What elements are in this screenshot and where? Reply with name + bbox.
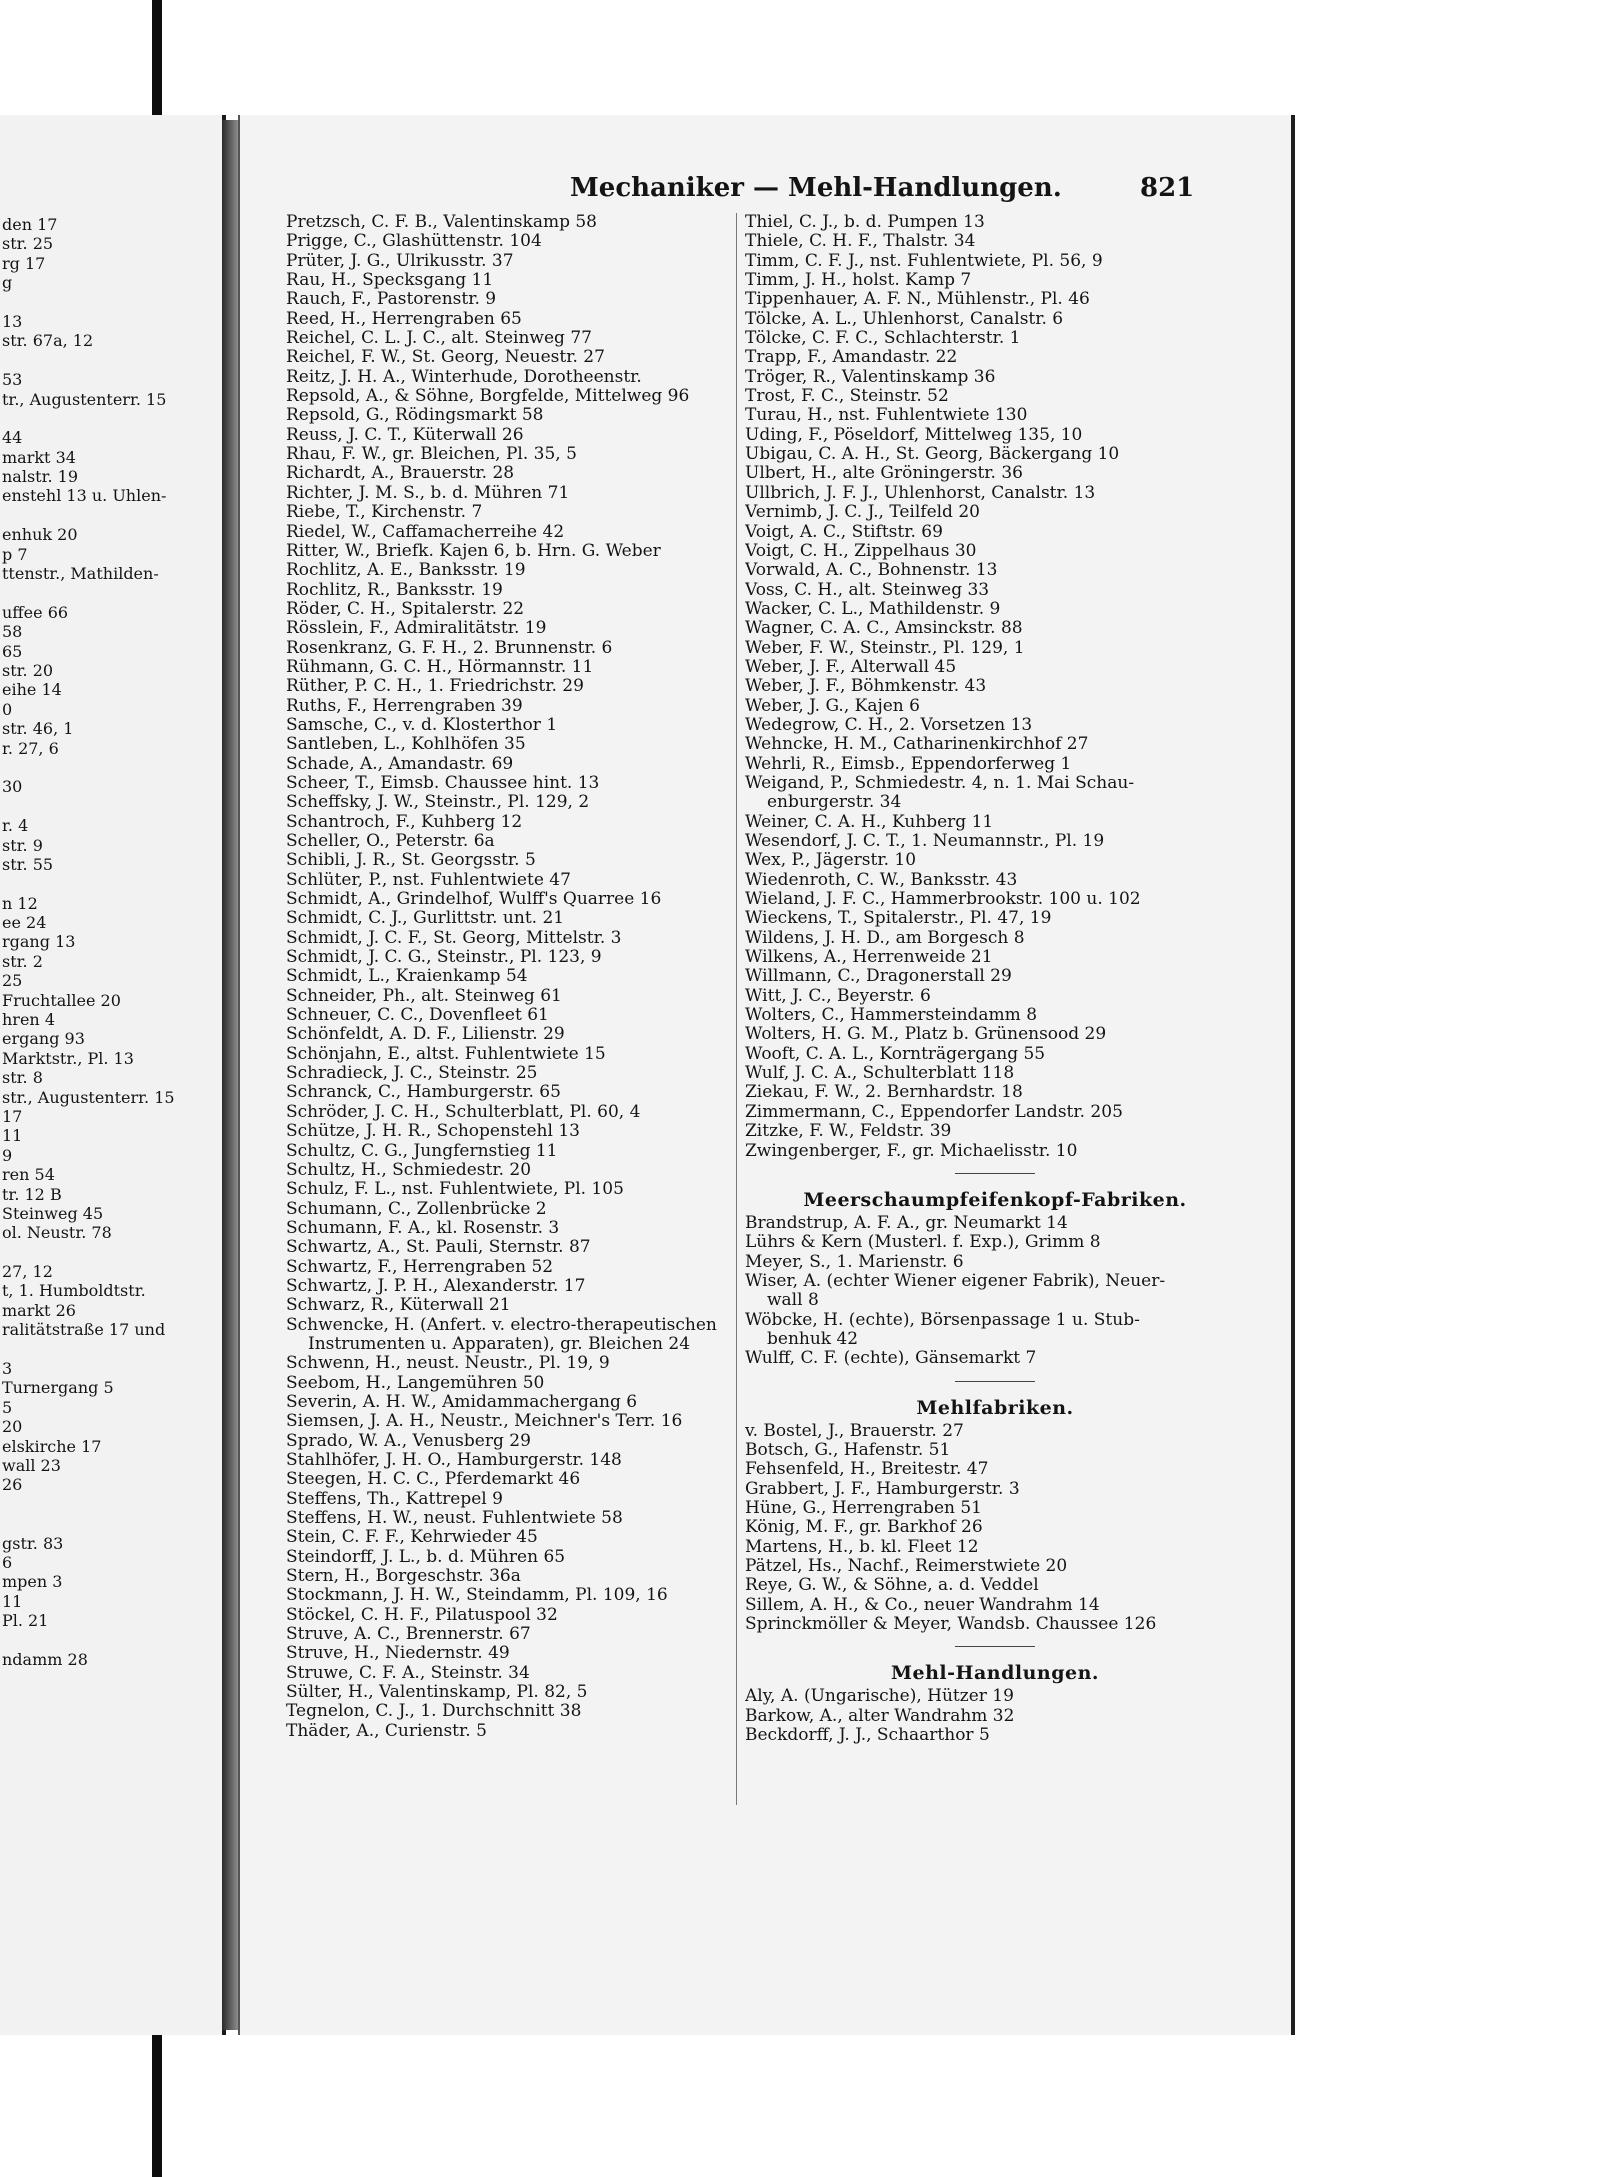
left-page-fragment: str. 46, 1 (2, 719, 74, 739)
left-page-fragment: g (2, 273, 13, 293)
directory-entry: Ziekau, F. W., 2. Bernhardstr. 18 (745, 1083, 1023, 1103)
directory-entry: Reitz, J. H. A., Winterhude, Dorotheenstr. (286, 367, 642, 387)
directory-entry: Rochlitz, R., Banksstr. 19 (286, 580, 503, 600)
directory-entry: Wilkens, A., Herrenweide 21 (745, 948, 993, 968)
directory-entry: Weigand, P., Schmiedestr. 4, n. 1. Mai Schau- (745, 773, 1135, 793)
left-page-fragment (2, 351, 222, 370)
left-page-fragment: gstr. 83 (2, 1533, 64, 1553)
directory-entry: Schmidt, J. C. G., Steinstr., Pl. 123, 9 (286, 948, 602, 968)
directory-entry: Wieckens, T., Spitalerstr., Pl. 47, 19 (745, 909, 1052, 929)
directory-entry: Rhau, F. W., gr. Bleichen, Pl. 35, 5 (286, 445, 577, 465)
directory-entry: Reed, H., Herrengraben 65 (286, 309, 522, 329)
directory-entry: Pätzel, Hs., Nachf., Reimerstwiete 20 (745, 1557, 1068, 1576)
directory-entry: Meyer, S., 1. Marienstr. 6 (745, 1252, 964, 1272)
left-page-fragment: mpen 3 (2, 1572, 63, 1592)
left-page-fragment: 11 (2, 1126, 23, 1146)
left-page-fragment: 65 (2, 641, 23, 661)
left-page-fragment (2, 583, 222, 602)
left-page-fragment: ergang 93 (2, 1029, 85, 1049)
directory-entry: v. Bostel, J., Brauerstr. 27 (745, 1421, 964, 1441)
directory-entry: Schwencke, H. (Anfert. v. electro-therapeutischen (286, 1315, 717, 1335)
directory-entry: Rau, H., Specksgang 11 (286, 271, 494, 291)
directory-column-right (745, 213, 1245, 1745)
directory-entry: Schütze, J. H. R., Schopenstehl 13 (286, 1122, 580, 1142)
left-page-fragment (2, 874, 222, 893)
directory-entry: Weiner, C. A. H., Kuhberg 11 (745, 812, 994, 832)
directory-entry: Ubigau, C. A. H., St. Georg, Bäckergang 10 (745, 445, 1120, 465)
directory-entry: Scheer, T., Eimsb. Chaussee hint. 13 (286, 773, 600, 793)
left-page-fragment: enhuk 20 (2, 525, 78, 545)
directory-entry: Schröder, J. C. H., Schulterblatt, Pl. 60, 4 (286, 1102, 641, 1122)
directory-entry: Steindorff, J. L., b. d. Mühren 65 (286, 1547, 566, 1567)
directory-page (238, 115, 1295, 2035)
directory-entry: Weber, F. W., Steinstr., Pl. 129, 1 (745, 638, 1025, 658)
directory-entry: Steffens, Th., Kattrepel 9 (286, 1489, 503, 1509)
directory-entry: Struve, H., Niedernstr. 49 (286, 1644, 510, 1664)
directory-entry: Wieland, J. F. C., Hammerbrookstr. 100 u. 102 (745, 890, 1141, 910)
directory-entry: Repsold, A., & Söhne, Borgfelde, Mittelweg 96 (286, 387, 690, 407)
directory-entry: Thiele, C. H. F., Thalstr. 34 (745, 232, 976, 252)
directory-entry: Ulbert, H., alte Gröningerstr. 36 (745, 464, 1023, 484)
left-page-fragment (2, 1340, 222, 1359)
directory-entry: Wöbcke, H. (echte), Börsenpassage 1 u. Stub- (745, 1310, 1140, 1330)
directory-entry: Wildens, J. H. D., am Borgesch 8 (745, 928, 1025, 948)
directory-entry: Wiedenroth, C. W., Banksstr. 43 (745, 870, 1018, 890)
directory-entry: König, M. F., gr. Barkhof 26 (745, 1518, 983, 1538)
left-page-fragment: den 17 (2, 215, 58, 234)
left-page-fragment (2, 1495, 222, 1514)
left-page-fragment: elskirche 17 (2, 1436, 102, 1456)
directory-entry: Schönjahn, E., altst. Fuhlentwiete 15 (286, 1044, 606, 1064)
directory-entry: Zwingenberger, F., gr. Michaelisstr. 10 (745, 1141, 1078, 1161)
section-list (745, 1173, 1245, 1746)
left-page-fragment: ren 54 (2, 1165, 55, 1185)
directory-entry: Trapp, F., Amandastr. 22 (745, 348, 958, 368)
directory-entry: Thiel, C. J., b. d. Pumpen 13 (745, 213, 985, 232)
left-page-fragment: 20 (2, 1417, 23, 1437)
directory-entry: Schumann, C., Zollenbrücke 2 (286, 1199, 547, 1219)
directory-entry: Ullbrich, J. F. J., Uhlenhorst, Canalstr. 13 (745, 483, 1096, 503)
directory-entry: Stahlhöfer, J. H. O., Hamburgerstr. 148 (286, 1451, 622, 1470)
left-page-fragment: 27, 12 (2, 1262, 53, 1282)
directory-entry: Weber, J. F., Alterwall 45 (745, 657, 957, 677)
directory-entry: Scheffsky, J. W., Steinstr., Pl. 129, 2 (286, 793, 590, 813)
left-page-fragment: 53 (2, 370, 23, 390)
directory-entry: Schwartz, J. P. H., Alexanderstr. 17 (286, 1276, 586, 1296)
directory-entry: Uding, F., Pöseldorf, Mittelweg 135, 10 (745, 425, 1083, 445)
directory-entry: Wolters, H. G. M., Platz b. Grünensood 29 (745, 1025, 1107, 1045)
left-page-fragments (2, 215, 222, 1669)
directory-entry: Wagner, C. A. C., Amsinckstr. 88 (745, 619, 1023, 639)
left-page-fragment: hren 4 (2, 1010, 55, 1030)
left-page-fragment: markt 26 (2, 1300, 76, 1320)
left-page-edge (0, 115, 226, 2035)
directory-entry: Schneuer, C. C., Dovenfleet 61 (286, 1006, 549, 1026)
section-heading: Mehlfabriken. (916, 1396, 1074, 1419)
directory-entry: Schulz, F. L., nst. Fuhlentwiete, Pl. 105 (286, 1180, 624, 1200)
directory-entry: Schmidt, A., Grindelhof, Wulff's Quarree 16 (286, 890, 662, 910)
page-header (240, 173, 1240, 213)
directory-entry: Siemsen, J. A. H., Neustr., Meichner's Terr. 16 (286, 1412, 683, 1432)
directory-entry: Stern, H., Borgeschstr. 36a (286, 1567, 521, 1587)
left-page-fragment: p 7 (2, 544, 28, 564)
directory-entry: Witt, J. C., Beyerstr. 6 (745, 986, 931, 1006)
left-page-fragment: 0 (2, 699, 13, 719)
directory-entry: Stöckel, C. H. F., Pilatuspool 32 (286, 1605, 558, 1625)
left-page-fragment (2, 797, 222, 816)
directory-entry: Rosenkranz, G. F. H., 2. Brunnenstr. 6 (286, 638, 613, 658)
directory-entry: Pretzsch, C. F. B., Valentinskamp 58 (286, 213, 597, 232)
left-page-fragment: str. 9 (2, 835, 43, 855)
left-page-fragment: ralitätstraße 17 und (2, 1320, 166, 1340)
left-page-fragment: nalstr. 19 (2, 467, 79, 487)
section-heading: Mehl-Handlungen. (890, 1662, 1100, 1685)
directory-entry: Schibli, J. R., St. Georgsstr. 5 (286, 851, 536, 871)
directory-entry: Steffens, H. W., neust. Fuhlentwiete 58 (286, 1509, 623, 1529)
left-page-fragment: str. 67a, 12 (2, 331, 94, 351)
left-page-fragment: str. 55 (2, 854, 54, 874)
section-rule (955, 1173, 1035, 1174)
section-rule (955, 1381, 1035, 1382)
left-page-fragment: tr. 12 B (2, 1184, 62, 1204)
directory-entry: Sprinckmöller & Meyer, Wandsb. Chaussee 126 (745, 1615, 1157, 1635)
left-page-fragment (2, 1514, 222, 1533)
directory-entry: Timm, C. F. J., nst. Fuhlentwiete, Pl. 56, 9 (745, 251, 1103, 271)
directory-entry: Santleben, L., Kohlhöfen 35 (286, 735, 526, 755)
directory-column-left (286, 213, 786, 1741)
directory-entry: Wacker, C. L., Mathildenstr. 9 (745, 599, 1001, 619)
left-page-fragment (2, 1243, 222, 1262)
left-page-fragment: 30 (2, 777, 23, 797)
directory-entry: Struwe, C. F. A., Steinstr. 34 (286, 1663, 530, 1683)
left-page-fragment: r. 4 (2, 816, 29, 836)
directory-entry: Trost, F. C., Steinstr. 52 (745, 387, 949, 407)
directory-entry: Botsch, G., Hafenstr. 51 (745, 1440, 951, 1460)
left-page-fragment: Steinweg 45 (2, 1203, 104, 1223)
left-page-fragment: ee 24 (2, 913, 47, 933)
column-divider (736, 213, 737, 1805)
directory-entry: Martens, H., b. kl. Fleet 12 (745, 1537, 979, 1557)
left-page-fragment: str. 25 (2, 234, 54, 254)
directory-entry: Richardt, A., Brauerstr. 28 (286, 464, 515, 484)
left-page-fragment: 17 (2, 1106, 23, 1126)
directory-entry: Schade, A., Amandastr. 69 (286, 754, 514, 774)
directory-entry: Reuss, J. C. T., Küterwall 26 (286, 425, 524, 445)
directory-entry: Schwenn, H., neust. Neustr., Pl. 19, 9 (286, 1354, 610, 1374)
entry-continuation: enburgerstr. 34 (767, 793, 902, 813)
mechaniker-continued-list (745, 213, 1245, 1161)
directory-entry: Fehsenfeld, H., Breitestr. 47 (745, 1460, 989, 1480)
directory-entry: Schwartz, F., Herrengraben 52 (286, 1257, 554, 1277)
left-page-fragment: str., Augustenterr. 15 (2, 1087, 175, 1107)
section-rule (955, 1646, 1035, 1647)
directory-entry: Schantroch, F., Kuhberg 12 (286, 812, 523, 832)
directory-entry: Schmidt, C. J., Gurlittstr. unt. 21 (286, 909, 565, 929)
directory-entry: Schlüter, P., nst. Fuhlentwiete 47 (286, 870, 571, 890)
left-page-fragment (2, 1631, 222, 1650)
directory-entry: Thäder, A., Curienstr. 5 (286, 1721, 487, 1741)
directory-entry: Tegnelon, C. J., 1. Durchschnitt 38 (286, 1702, 582, 1722)
directory-entry: Prigge, C., Glashüttenstr. 104 (286, 232, 542, 252)
left-page-fragment: 58 (2, 622, 23, 642)
directory-entry: Seebom, H., Langemühren 50 (286, 1373, 545, 1393)
directory-entry: Beckdorff, J. J., Schaarthor 5 (745, 1726, 990, 1746)
directory-entry: Voigt, C. H., Zippelhaus 30 (745, 541, 977, 561)
directory-entry: Riedel, W., Caffamacherreihe 42 (286, 522, 565, 542)
left-page-fragment: Fruchtallee 20 (2, 990, 121, 1010)
left-page-fragment (2, 758, 222, 777)
left-page-fragment: 13 (2, 311, 23, 331)
directory-entry: Stockmann, J. H. W., Steindamm, Pl. 109, 16 (286, 1586, 668, 1606)
directory-entry: Lührs & Kern (Musterl. f. Exp.), Grimm 8 (745, 1233, 1101, 1253)
directory-entry: Rösslein, F., Admiralitätstr. 19 (286, 619, 547, 639)
directory-entry: Schmidt, J. C. F., St. Georg, Mittelstr. 3 (286, 928, 622, 948)
left-page-fragment: markt 34 (2, 447, 76, 467)
directory-entry: Voss, C. H., alt. Steinweg 33 (745, 580, 990, 600)
directory-entry: Röder, C. H., Spitalerstr. 22 (286, 599, 525, 619)
left-page-fragment: enstehl 13 u. Uhlen- (2, 486, 167, 506)
left-page-fragment: eihe 14 (2, 680, 62, 700)
directory-entry: Severin, A. H. W., Amidammachergang 6 (286, 1392, 638, 1412)
directory-entry: Tröger, R., Valentinskamp 36 (745, 367, 996, 387)
directory-entry: Steegen, H. C. C., Pferdemarkt 46 (286, 1470, 581, 1490)
directory-entry: Rauch, F., Pastorenstr. 9 (286, 290, 497, 310)
left-page-fragment: Turnergang 5 (2, 1378, 114, 1398)
left-page-fragment: Pl. 21 (2, 1611, 49, 1631)
directory-entry: Reye, G. W., & Söhne, a. d. Veddel (745, 1576, 1039, 1596)
directory-entry: Schönfeldt, A. D. F., Lilienstr. 29 (286, 1025, 565, 1045)
directory-entry: Zitzke, F. W., Feldstr. 39 (745, 1122, 952, 1142)
directory-entry: Weber, J. G., Kajen 6 (745, 696, 920, 716)
directory-entry: Reichel, F. W., St. Georg, Neuestr. 27 (286, 348, 605, 368)
page-title: Mechaniker — Mehl-Handlungen. (570, 173, 1062, 203)
directory-entry: Schranck, C., Hamburgerstr. 65 (286, 1083, 561, 1103)
directory-entry: Stein, C. F. F., Kehrwieder 45 (286, 1528, 538, 1548)
directory-entry: Tölcke, A. L., Uhlenhorst, Canalstr. 6 (745, 309, 1064, 329)
directory-entry: Vorwald, A. C., Bohnenstr. 13 (745, 561, 998, 581)
directory-entry: Repsold, G., Rödingsmarkt 58 (286, 406, 544, 426)
directory-entry: Rochlitz, A. E., Banksstr. 19 (286, 561, 526, 581)
directory-entry: Scheller, O., Peterstr. 6a (286, 832, 495, 851)
directory-entry: Aly, A. (Ungarische), Hützer 19 (745, 1687, 1014, 1707)
left-page-fragment (2, 409, 222, 428)
left-page-fragment: n 12 (2, 893, 38, 913)
section-heading: Meerschaumpfeifenkopf-Fabriken. (803, 1188, 1187, 1211)
directory-entry: Ruths, F., Herrengraben 39 (286, 696, 523, 716)
directory-entry: Wesendorf, J. C. T., 1. Neumannstr., Pl. 19 (745, 832, 1105, 851)
left-page-fragment: str. 8 (2, 1068, 43, 1088)
directory-entry: Wiser, A. (echter Wiener eigener Fabrik), Neuer- (745, 1271, 1166, 1291)
left-page-fragment: ttenstr., Mathilden- (2, 564, 159, 584)
left-page-fragment: Marktstr., Pl. 13 (2, 1048, 134, 1068)
directory-entry: Rüther, P. C. H., 1. Friedrichstr. 29 (286, 677, 584, 697)
left-page-fragment: wall 23 (2, 1456, 61, 1475)
directory-entry: Schultz, H., Schmiedestr. 20 (286, 1160, 532, 1180)
directory-entry: Samsche, C., v. d. Klosterthor 1 (286, 715, 558, 735)
left-page-fragment: str. 2 (2, 951, 43, 971)
directory-entry: Grabbert, J. F., Hamburgerstr. 3 (745, 1479, 1020, 1499)
left-page-fragment: rg 17 (2, 253, 46, 273)
directory-entry: Sprado, W. A., Venusberg 29 (286, 1431, 531, 1451)
directory-entry: Vernimb, J. C. J., Teilfeld 20 (745, 503, 980, 523)
directory-entry: Wolters, C., Hammersteindamm 8 (745, 1006, 1038, 1026)
directory-entry: Wulff, C. F. (echte), Gänsemarkt 7 (745, 1349, 1037, 1369)
directory-entry: Wex, P., Jägerstr. 10 (745, 851, 917, 871)
directory-entry: Prüter, J. G., Ulrikusstr. 37 (286, 251, 514, 271)
left-page-fragment: ol. Neustr. 78 (2, 1223, 112, 1243)
directory-entry: Schultz, C. G., Jungfernstieg 11 (286, 1141, 558, 1161)
directory-entry: Sillem, A. H., & Co., neuer Wandrahm 14 (745, 1595, 1100, 1615)
directory-entry: Ritter, W., Briefk. Kajen 6, b. Hrn. G. Weber (286, 541, 661, 561)
directory-entry: Schradieck, J. C., Steinstr. 25 (286, 1064, 538, 1084)
directory-entry: Rühmann, G. C. H., Hörmannstr. 11 (286, 657, 594, 677)
directory-entry: Barkow, A., alter Wandrahm 32 (745, 1706, 1015, 1726)
left-page-fragment: ndamm 28 (2, 1649, 88, 1669)
left-page-fragment: 44 (2, 428, 23, 448)
directory-entry: Timm, J. H., holst. Kamp 7 (745, 271, 972, 291)
directory-entry: Wedegrow, C. H., 2. Vorsetzen 13 (745, 715, 1033, 735)
directory-entry: Reichel, C. L. J. C., alt. Steinweg 77 (286, 329, 592, 349)
directory-entry: Hüne, G., Herrengraben 51 (745, 1498, 982, 1518)
left-page-fragment: str. 20 (2, 660, 54, 680)
directory-entry: Schumann, F. A., kl. Rosenstr. 3 (286, 1218, 560, 1238)
directory-entry: Brandstrup, A. F. A., gr. Neumarkt 14 (745, 1213, 1068, 1233)
left-page-fragment (2, 293, 222, 312)
left-page-fragment: 6 (2, 1552, 13, 1572)
left-page-fragment: 26 (2, 1475, 23, 1495)
directory-entry: Schmidt, L., Kraienkamp 54 (286, 967, 528, 987)
directory-entry: Zimmermann, C., Eppendorfer Landstr. 205 (745, 1102, 1123, 1122)
directory-entry: Schwarz, R., Küterwall 21 (286, 1296, 511, 1316)
directory-entry: Tölcke, C. F. C., Schlachterstr. 1 (745, 329, 1021, 349)
left-page-fragment: 5 (2, 1397, 13, 1417)
left-page-fragment: r. 27, 6 (2, 738, 59, 758)
left-page-fragment: 9 (2, 1145, 13, 1165)
entry-continuation: wall 8 (767, 1291, 819, 1311)
directory-entry: Willmann, C., Dragonerstall 29 (745, 967, 1012, 987)
directory-entry: Riebe, T., Kirchenstr. 7 (286, 503, 483, 523)
left-page-fragment: t, 1. Humboldtstr. (2, 1281, 146, 1301)
directory-entry: Voigt, A. C., Stiftstr. 69 (745, 522, 943, 542)
directory-entry: Tippenhauer, A. F. N., Mühlenstr., Pl. 46 (745, 290, 1090, 310)
directory-entry: Wulf, J. C. A., Schulterblatt 118 (745, 1064, 1015, 1084)
left-page-fragment: 11 (2, 1591, 23, 1611)
directory-entry: Wooft, C. A. L., Kornträgergang 55 (745, 1044, 1046, 1064)
left-page-fragment (2, 506, 222, 525)
left-page-fragment: rgang 13 (2, 932, 76, 952)
directory-entry: Weber, J. F., Böhmkenstr. 43 (745, 677, 987, 697)
page-number: 821 (1140, 173, 1195, 203)
directory-entry: Turau, H., nst. Fuhlentwiete 130 (745, 406, 1028, 426)
directory-entry: Sülter, H., Valentinskamp, Pl. 82, 5 (286, 1683, 588, 1703)
directory-entry: Richter, J. M. S., b. d. Mühren 71 (286, 483, 570, 503)
directory-entry: Wehncke, H. M., Catharinenkirchhof 27 (745, 735, 1089, 755)
left-page-fragment: 25 (2, 971, 23, 991)
directory-entry: Struve, A. C., Brennerstr. 67 (286, 1625, 531, 1645)
directory-entry: Schneider, Ph., alt. Steinweg 61 (286, 986, 562, 1006)
left-page-fragment: 3 (2, 1359, 13, 1379)
entry-continuation: benhuk 42 (767, 1329, 859, 1349)
left-page-fragment: tr., Augustenterr. 15 (2, 389, 167, 409)
left-page-fragment: uffee 66 (2, 602, 69, 622)
entry-continuation: Instrumenten u. Apparaten), gr. Bleichen 24 (308, 1334, 691, 1354)
directory-entry: Wehrli, R., Eimsb., Eppendorferweg 1 (745, 754, 1072, 774)
directory-entry: Schwartz, A., St. Pauli, Sternstr. 87 (286, 1238, 591, 1258)
